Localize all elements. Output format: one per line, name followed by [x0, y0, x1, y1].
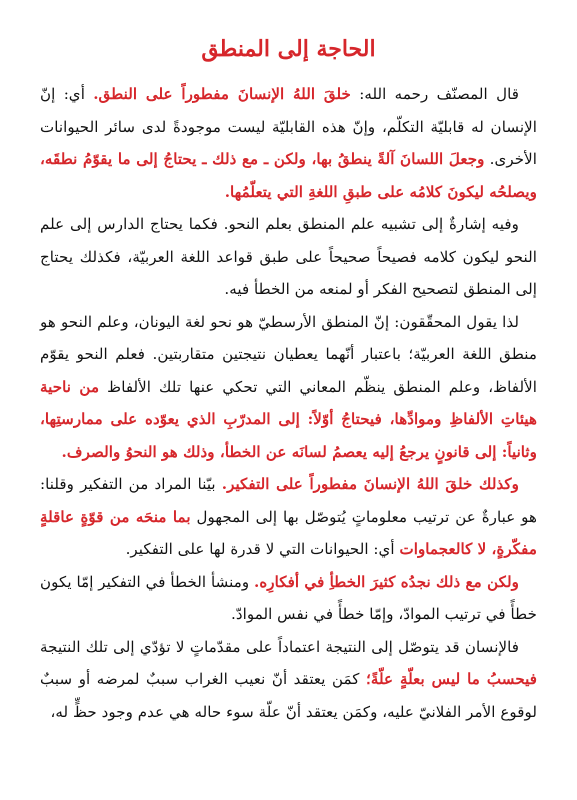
paragraph	[40, 566, 537, 631]
commentary-text: قال المصنّف رحمه الله:	[350, 85, 519, 103]
paragraph	[40, 306, 537, 469]
commentary-text: فالإنسان قد يتوصّل إلى النتيجة اعتماداً على مقدّماتٍ لا تؤدّي إلى تلك النتيجة	[40, 637, 519, 656]
paragraph	[40, 468, 537, 566]
paragraph	[40, 631, 537, 729]
highlighted-quote: بما منحَه من قوّةٍ عاقلةٍ مفكّرةٍ، لا كالعجماوات	[40, 507, 537, 558]
page-title: الحاجة إلى المنطق	[201, 36, 376, 62]
document-body	[40, 78, 537, 728]
commentary-text: أي: الحيوانات التي لا قدرة لها على التفكير.	[125, 540, 400, 558]
commentary-text: أي: إنّ الإنسان له قابليّة التكلّم، وإنّ هذه القابليّة ليست موجودةً لدى سائر الحيوانات الأخرى.	[40, 85, 537, 168]
highlighted-quote: وكذلك خلقَ اللهُ الإنسانَ مفطوراً على التفكير.	[221, 475, 519, 493]
commentary-text: بيّنا المراد من التفكير وقلنا: هو عبارةٌ عن ترتيب معلوماتٍ يُتوصّل بها إلى المجهول	[40, 475, 538, 526]
highlighted-quote: خلقَ اللهُ الإنسانَ مفطوراً على النطق.	[93, 85, 351, 103]
paragraph	[40, 78, 537, 208]
commentary-text: كمَن يعتقد أنّ نعيب الغراب سببٌ لمرضه أو سببٌ لوقوع الأمر الفلانيّ عليه، وكمَن يعتقد أنّ علّة سوء حاله هي عدم وجود حظٍّ له،	[40, 670, 537, 721]
highlighted-quote: وجعلَ اللسانَ آلةً ينطقُ بها، ولكن ـ مع ذلك ـ يحتاجُ إلى ما يقوّمُ نطقَه، ويصلحُه ليكونَ كلامُه على طبقِ اللغةِ التي يتعلّمُها.	[40, 150, 537, 201]
paragraph	[40, 208, 537, 306]
highlighted-quote: من ناحية هيئاتِ الألفاظِ وموادِّها، فيحتاجُ أوّلاً: إلى المدرّبِ الذي يعوّده على ممارستِها، وثانياً: إلى قانونٍ يرجعُ إليه يعصمُ لسانَه عن الخطأ، وذلك هو النحوُ والصرف.	[40, 377, 537, 461]
highlighted-quote: ولكن مع ذلك نجدُه كثيرَ الخطأِ في أفكارِه.	[254, 572, 519, 591]
highlighted-quote: فيحسبُ ما ليس بعلّةٍ علّةً؛	[366, 670, 537, 688]
commentary-text: ومنشأ الخطأ في التفكير إمّا يكون خطأً في ترتيب الموادّ، وإمّا خطأً في نفس الموادّ.	[40, 572, 537, 623]
commentary-text: لذا يقول المحقّقون: إنّ المنطق الأرسطيّ هو نحو لغة اليونان، وعلم النحو هو منطق اللغة العربيّة؛ باعتبار أنّهما يعطيان نتيجتين متقاربتين. فعلم النحو يقوّم الألفاظ، وعلم المنطق ينظّم المعاني التي تحكي عنها تلك الألفاظ	[40, 312, 537, 396]
commentary-text: وفيه إشارةٌ إلى تشبيه علم المنطق بعلم النحو. فكما يحتاج الدارس إلى علم النحو ليكون كلامه فصيحاً صحيحاً على طبق قواعد اللغة العربيّة، فكذلك يحتاج إلى المنطق لتصحيح الفكر أو لمنعه من الخطأ فيه.	[40, 215, 537, 298]
